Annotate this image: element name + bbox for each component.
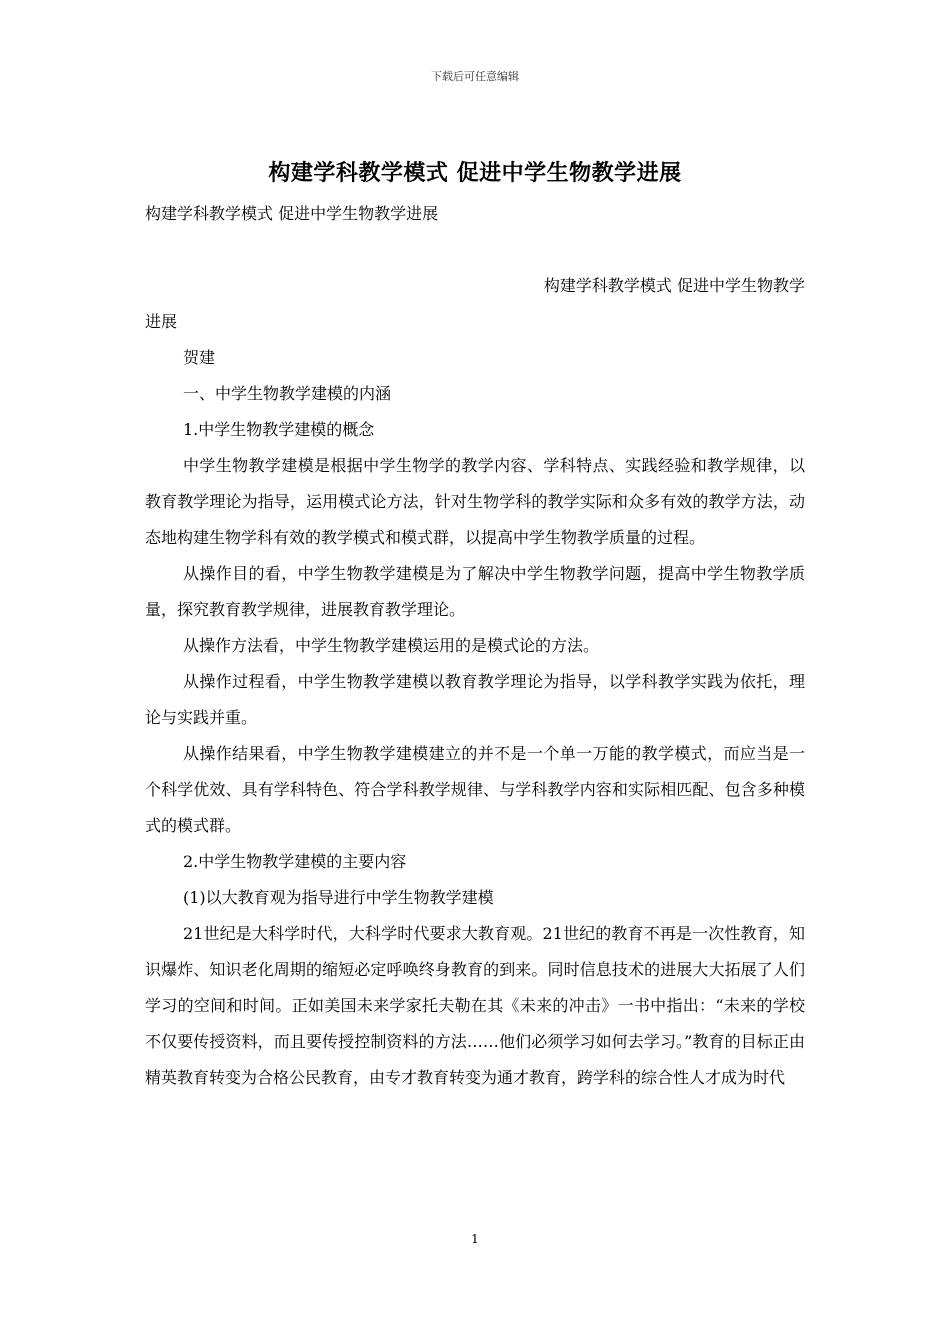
paragraph: 21世纪是大科学时代，大科学时代要求大教育观。21世纪的教育不再是一次性教育，知识爆炸、知识老化周期的缩短必定呼唤终身教育的到来。同时信息技术的进展大大拓展了人们学习的空间和时间。正如美国未来学家托夫勒在其《未来的冲击》一书中指出：“未来的学校不仅要传授资料，而且要传授控制资料的方法……他们必须学习如何去学习。”教育的目标正由精英教育转变为合格公民教育，由专才教育转变为通才教育，跨学科的综合性人才成为时代 bbox=[145, 924, 805, 1087]
paragraph: 构建学科教学模式 促进中学生物教学 bbox=[543, 276, 805, 295]
paragraph: 一、中学生物教学建模的内涵 bbox=[183, 384, 392, 403]
paragraph: 1.中学生物教学建模的概念 bbox=[183, 420, 375, 439]
paragraph: 进展 bbox=[145, 312, 178, 331]
paragraph: 构建学科教学模式 促进中学生物教学进展 bbox=[145, 204, 439, 223]
paragraph: 从操作过程看，中学生物教学建模以教育教学理论为指导，以学科教学实践为依托，理论与实践并重。 bbox=[145, 672, 805, 727]
paragraph: 从操作结果看，中学生物教学建模建立的并不是一个单一万能的教学模式，而应当是一个科学优效、具有学科特色、符合学科教学规律、与学科教学内容和实际相匹配、包含多种模式的模式群。 bbox=[145, 744, 805, 835]
paragraph: 从操作方法看，中学生物教学建模运用的是模式论的方法。 bbox=[183, 636, 600, 655]
document-body bbox=[145, 196, 805, 1096]
paragraph: 从操作目的看，中学生物教学建模是为了解决中学生物教学问题，提高中学生物教学质量，探究教育教学规律，进展教育教学理论。 bbox=[145, 564, 805, 619]
paragraph: (1)以大教育观为指导进行中学生物教学建模 bbox=[183, 888, 494, 907]
paragraph: 2.中学生物教学建模的主要内容 bbox=[183, 852, 407, 871]
paragraph: 中学生物教学建模是根据中学生物学的教学内容、学科特点、实践经验和教学规律，以教育教学理论为指导，运用模式论方法，针对生物学科的教学实际和众多有效的教学方法，动态地构建生物学科有效的教学模式和模式群，以提高中学生物教学质量的过程。 bbox=[145, 456, 805, 547]
page-number: 1 bbox=[471, 1232, 479, 1246]
paragraph: 贺建 bbox=[183, 348, 216, 367]
blank-line bbox=[145, 232, 805, 268]
header-note: 下载后可任意编辑 bbox=[431, 70, 519, 83]
document-title: 构建学科教学模式 促进中学生物教学进展 bbox=[268, 160, 682, 186]
